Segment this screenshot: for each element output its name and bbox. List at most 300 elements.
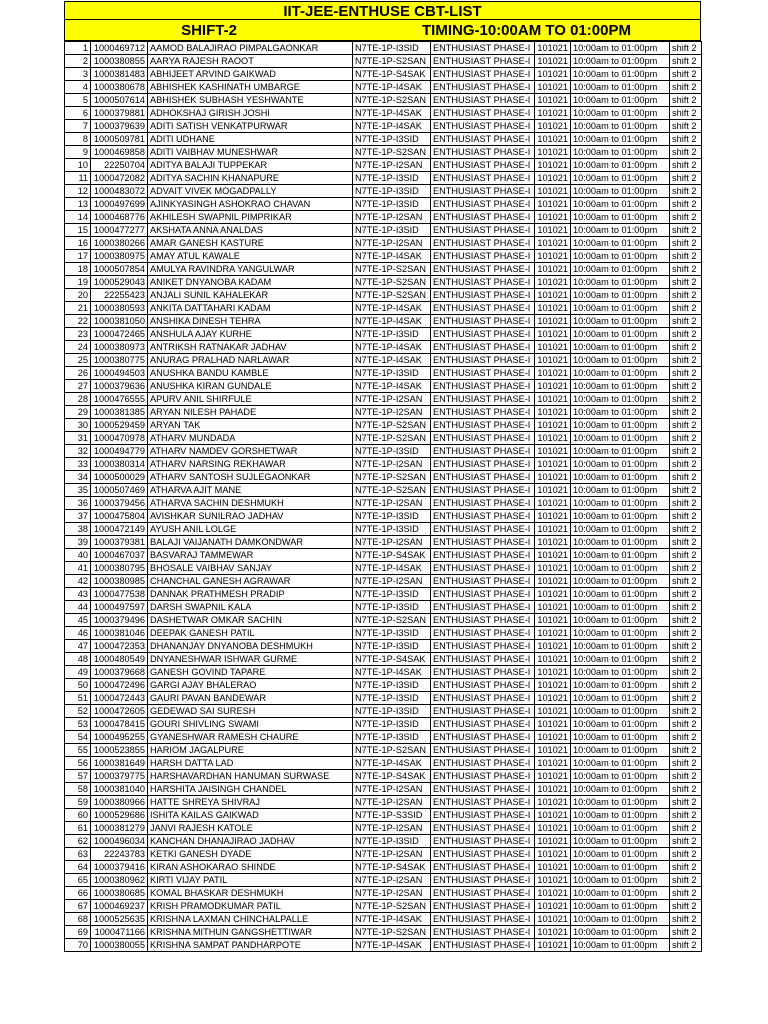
serial-number-cell: 40	[65, 549, 91, 562]
course-cell: ENTHUSIAST PHASE-I	[431, 289, 535, 302]
serial-number-cell: 69	[65, 926, 91, 939]
course-cell: ENTHUSIAST PHASE-I	[431, 237, 535, 250]
serial-number-cell: 62	[65, 835, 91, 848]
form-id-cell: 1000379456	[91, 497, 148, 510]
time-slot-cell: 10:00am to 01:00pm	[571, 55, 670, 68]
shift-cell: shift 2	[670, 406, 702, 419]
student-name-cell: HARSHITA JAISINGH CHANDEL	[148, 783, 353, 796]
serial-number-cell: 11	[65, 172, 91, 185]
shift-cell: shift 2	[670, 380, 702, 393]
form-id-cell: 1000381050	[91, 315, 148, 328]
batch-code-cell: N7TE-1P-S2SAN	[353, 146, 431, 159]
time-slot-cell: 10:00am to 01:00pm	[571, 835, 670, 848]
table-row	[65, 536, 702, 549]
shift-cell: shift 2	[670, 666, 702, 679]
center-code-cell: 101021	[535, 289, 571, 302]
form-id-cell: 1000529459	[91, 419, 148, 432]
shift-cell: shift 2	[670, 224, 702, 237]
course-cell: ENTHUSIAST PHASE-I	[431, 692, 535, 705]
shift-cell: shift 2	[670, 146, 702, 159]
batch-code-cell: N7TE-1P-I2SAN	[353, 211, 431, 224]
form-id-cell: 1000380314	[91, 458, 148, 471]
course-cell: ENTHUSIAST PHASE-I	[431, 536, 535, 549]
shift-cell: shift 2	[670, 302, 702, 315]
time-slot-cell: 10:00am to 01:00pm	[571, 614, 670, 627]
time-slot-cell: 10:00am to 01:00pm	[571, 146, 670, 159]
table-row	[65, 627, 702, 640]
shift-cell: shift 2	[670, 523, 702, 536]
center-code-cell: 101021	[535, 718, 571, 731]
shift-cell: shift 2	[670, 55, 702, 68]
form-id-cell: 1000379881	[91, 107, 148, 120]
table-row	[65, 81, 702, 94]
student-name-cell: ATHARVA SACHIN DESHMUKH	[148, 497, 353, 510]
serial-number-cell: 38	[65, 523, 91, 536]
form-id-cell: 1000472465	[91, 328, 148, 341]
table-row	[65, 744, 702, 757]
time-slot-cell: 10:00am to 01:00pm	[571, 328, 670, 341]
batch-code-cell: N7TE-1P-I3SID	[353, 42, 431, 55]
batch-code-cell: N7TE-1P-I3SID	[353, 601, 431, 614]
time-slot-cell: 10:00am to 01:00pm	[571, 588, 670, 601]
form-id-cell: 1000380678	[91, 81, 148, 94]
batch-code-cell: N7TE-1P-I4SAK	[353, 939, 431, 952]
time-slot-cell: 10:00am to 01:00pm	[571, 887, 670, 900]
time-slot-cell: 10:00am to 01:00pm	[571, 94, 670, 107]
form-id-cell: 1000497597	[91, 601, 148, 614]
center-code-cell: 101021	[535, 822, 571, 835]
student-name-cell: ADITI VAIBHAV MUNESHWAR	[148, 146, 353, 159]
form-id-cell: 1000380855	[91, 55, 148, 68]
serial-number-cell: 66	[65, 887, 91, 900]
serial-number-cell: 33	[65, 458, 91, 471]
center-code-cell: 101021	[535, 172, 571, 185]
time-slot-cell: 10:00am to 01:00pm	[571, 42, 670, 55]
student-name-cell: GAURI PAVAN BANDEWAR	[148, 692, 353, 705]
batch-code-cell: N7TE-1P-I2SAN	[353, 783, 431, 796]
course-cell: ENTHUSIAST PHASE-I	[431, 393, 535, 406]
table-row	[65, 640, 702, 653]
batch-code-cell: N7TE-1P-I3SID	[353, 172, 431, 185]
center-code-cell: 101021	[535, 263, 571, 276]
center-code-cell: 101021	[535, 692, 571, 705]
form-id-cell: 1000381279	[91, 822, 148, 835]
student-name-cell: ADITYA BALAJI TUPPEKAR	[148, 159, 353, 172]
center-code-cell: 101021	[535, 640, 571, 653]
shift-cell: shift 2	[670, 809, 702, 822]
table-row	[65, 237, 702, 250]
shift-cell: shift 2	[670, 601, 702, 614]
form-id-cell: 1000500029	[91, 471, 148, 484]
course-cell: ENTHUSIAST PHASE-I	[431, 744, 535, 757]
table-row	[65, 432, 702, 445]
batch-code-cell: N7TE-1P-I3SID	[353, 692, 431, 705]
course-cell: ENTHUSIAST PHASE-I	[431, 549, 535, 562]
center-code-cell: 101021	[535, 601, 571, 614]
student-name-cell: DASHETWAR OMKAR SACHIN	[148, 614, 353, 627]
table-row	[65, 107, 702, 120]
shift-cell: shift 2	[670, 835, 702, 848]
form-id-cell: 1000477538	[91, 588, 148, 601]
center-code-cell: 101021	[535, 549, 571, 562]
serial-number-cell: 30	[65, 419, 91, 432]
table-row	[65, 302, 702, 315]
student-name-cell: ANUSHKA BANDU KAMBLE	[148, 367, 353, 380]
center-code-cell: 101021	[535, 627, 571, 640]
shift-cell: shift 2	[670, 653, 702, 666]
student-name-cell: AMAY ATUL KAWALE	[148, 250, 353, 263]
form-id-cell: 1000470978	[91, 432, 148, 445]
table-row	[65, 484, 702, 497]
shift-cell: shift 2	[670, 614, 702, 627]
course-cell: ENTHUSIAST PHASE-I	[431, 757, 535, 770]
table-row	[65, 94, 702, 107]
table-row	[65, 848, 702, 861]
student-name-cell: AKHILESH SWAPNIL PIMPRIKAR	[148, 211, 353, 224]
course-cell: ENTHUSIAST PHASE-I	[431, 627, 535, 640]
center-code-cell: 101021	[535, 757, 571, 770]
center-code-cell: 101021	[535, 341, 571, 354]
serial-number-cell: 8	[65, 133, 91, 146]
batch-code-cell: N7TE-1P-I3SID	[353, 445, 431, 458]
course-cell: ENTHUSIAST PHASE-I	[431, 302, 535, 315]
student-name-cell: DANNAK PRATHMESH PRADIP	[148, 588, 353, 601]
shift-cell: shift 2	[670, 692, 702, 705]
batch-code-cell: N7TE-1P-S2SAN	[353, 276, 431, 289]
serial-number-cell: 12	[65, 185, 91, 198]
course-cell: ENTHUSIAST PHASE-I	[431, 55, 535, 68]
course-cell: ENTHUSIAST PHASE-I	[431, 133, 535, 146]
batch-code-cell: N7TE-1P-S2SAN	[353, 263, 431, 276]
shift-cell: shift 2	[670, 315, 702, 328]
center-code-cell: 101021	[535, 510, 571, 523]
batch-code-cell: N7TE-1P-I4SAK	[353, 341, 431, 354]
serial-number-cell: 46	[65, 627, 91, 640]
student-name-cell: KRISHNA LAXMAN CHINCHALPALLE	[148, 913, 353, 926]
serial-number-cell: 7	[65, 120, 91, 133]
time-slot-cell: 10:00am to 01:00pm	[571, 133, 670, 146]
course-cell: ENTHUSIAST PHASE-I	[431, 575, 535, 588]
student-name-cell: CHANCHAL GANESH AGRAWAR	[148, 575, 353, 588]
batch-code-cell: N7TE-1P-I2SAN	[353, 575, 431, 588]
shift-cell: shift 2	[670, 770, 702, 783]
time-slot-cell: 10:00am to 01:00pm	[571, 302, 670, 315]
student-name-cell: DNYANESHWAR ISHWAR GURME	[148, 653, 353, 666]
batch-code-cell: N7TE-1P-I3SID	[353, 627, 431, 640]
center-code-cell: 101021	[535, 523, 571, 536]
course-cell: ENTHUSIAST PHASE-I	[431, 497, 535, 510]
shift-cell: shift 2	[670, 562, 702, 575]
serial-number-cell: 29	[65, 406, 91, 419]
time-slot-cell: 10:00am to 01:00pm	[571, 848, 670, 861]
shift-cell: shift 2	[670, 484, 702, 497]
shift-cell: shift 2	[670, 354, 702, 367]
form-id-cell: 1000497699	[91, 198, 148, 211]
form-id-cell: 1000496034	[91, 835, 148, 848]
form-id-cell: 1000380962	[91, 874, 148, 887]
course-cell: ENTHUSIAST PHASE-I	[431, 809, 535, 822]
serial-number-cell: 68	[65, 913, 91, 926]
center-code-cell: 101021	[535, 302, 571, 315]
batch-code-cell: N7TE-1P-I2SAN	[353, 848, 431, 861]
student-table	[64, 41, 702, 952]
time-slot-cell: 10:00am to 01:00pm	[571, 939, 670, 952]
form-id-cell: 1000495255	[91, 731, 148, 744]
student-name-cell: DARSH SWAPNIL KALA	[148, 601, 353, 614]
table-row	[65, 705, 702, 718]
time-slot-cell: 10:00am to 01:00pm	[571, 874, 670, 887]
form-id-cell: 1000379636	[91, 380, 148, 393]
form-id-cell: 1000477277	[91, 224, 148, 237]
serial-number-cell: 53	[65, 718, 91, 731]
student-name-cell: KRISHNA SAMPAT PANDHARPOTE	[148, 939, 353, 952]
center-code-cell: 101021	[535, 198, 571, 211]
center-code-cell: 101021	[535, 211, 571, 224]
time-slot-cell: 10:00am to 01:00pm	[571, 809, 670, 822]
form-id-cell: 1000379668	[91, 666, 148, 679]
student-name-cell: ATHARV NARSING REKHAWAR	[148, 458, 353, 471]
batch-code-cell: N7TE-1P-S2SAN	[353, 94, 431, 107]
table-row	[65, 562, 702, 575]
form-id-cell: 1000475804	[91, 510, 148, 523]
course-cell: ENTHUSIAST PHASE-I	[431, 822, 535, 835]
shift-cell: shift 2	[670, 159, 702, 172]
batch-code-cell: N7TE-1P-I3SID	[353, 185, 431, 198]
table-row	[65, 835, 702, 848]
batch-code-cell: N7TE-1P-I3SID	[353, 198, 431, 211]
table-row	[65, 653, 702, 666]
serial-number-cell: 3	[65, 68, 91, 81]
student-name-cell: ADITI SATISH VENKATPURWAR	[148, 120, 353, 133]
serial-number-cell: 44	[65, 601, 91, 614]
serial-number-cell: 24	[65, 341, 91, 354]
batch-code-cell: N7TE-1P-S4SAK	[353, 653, 431, 666]
shift-cell: shift 2	[670, 796, 702, 809]
table-row	[65, 510, 702, 523]
form-id-cell: 1000381385	[91, 406, 148, 419]
time-slot-cell: 10:00am to 01:00pm	[571, 263, 670, 276]
table-row	[65, 68, 702, 81]
course-cell: ENTHUSIAST PHASE-I	[431, 601, 535, 614]
batch-code-cell: N7TE-1P-S2SAN	[353, 432, 431, 445]
student-name-cell: GOURI SHIVLING SWAMI	[148, 718, 353, 731]
serial-number-cell: 34	[65, 471, 91, 484]
table-row	[65, 796, 702, 809]
center-code-cell: 101021	[535, 913, 571, 926]
time-slot-cell: 10:00am to 01:00pm	[571, 432, 670, 445]
center-code-cell: 101021	[535, 874, 571, 887]
shift-cell: shift 2	[670, 289, 702, 302]
form-id-cell: 1000380055	[91, 939, 148, 952]
time-slot-cell: 10:00am to 01:00pm	[571, 900, 670, 913]
shift-cell: shift 2	[670, 458, 702, 471]
form-id-cell: 1000381649	[91, 757, 148, 770]
shift-cell: shift 2	[670, 471, 702, 484]
form-id-cell: 1000380985	[91, 575, 148, 588]
shift-cell: shift 2	[670, 679, 702, 692]
course-cell: ENTHUSIAST PHASE-I	[431, 666, 535, 679]
table-row	[65, 757, 702, 770]
serial-number-cell: 70	[65, 939, 91, 952]
table-row	[65, 211, 702, 224]
table-row	[65, 575, 702, 588]
time-slot-cell: 10:00am to 01:00pm	[571, 276, 670, 289]
time-slot-cell: 10:00am to 01:00pm	[571, 393, 670, 406]
center-code-cell: 101021	[535, 68, 571, 81]
table-row	[65, 133, 702, 146]
serial-number-cell: 52	[65, 705, 91, 718]
shift-cell: shift 2	[670, 757, 702, 770]
time-slot-cell: 10:00am to 01:00pm	[571, 770, 670, 783]
batch-code-cell: N7TE-1P-S2SAN	[353, 900, 431, 913]
student-name-cell: BHOSALE VAIBHAV SANJAY	[148, 562, 353, 575]
serial-number-cell: 28	[65, 393, 91, 406]
serial-number-cell: 57	[65, 770, 91, 783]
center-code-cell: 101021	[535, 224, 571, 237]
form-id-cell: 1000469712	[91, 42, 148, 55]
form-id-cell: 22255423	[91, 289, 148, 302]
serial-number-cell: 9	[65, 146, 91, 159]
batch-code-cell: N7TE-1P-I4SAK	[353, 757, 431, 770]
shift-cell: shift 2	[670, 744, 702, 757]
form-id-cell: 1000381040	[91, 783, 148, 796]
batch-code-cell: N7TE-1P-I2SAN	[353, 458, 431, 471]
serial-number-cell: 56	[65, 757, 91, 770]
center-code-cell: 101021	[535, 484, 571, 497]
course-cell: ENTHUSIAST PHASE-I	[431, 770, 535, 783]
course-cell: ENTHUSIAST PHASE-I	[431, 679, 535, 692]
shift-cell: shift 2	[670, 627, 702, 640]
form-id-cell: 1000472496	[91, 679, 148, 692]
serial-number-cell: 5	[65, 94, 91, 107]
batch-code-cell: N7TE-1P-I2SAN	[353, 536, 431, 549]
student-name-cell: ANSHULA AJAY KURHE	[148, 328, 353, 341]
serial-number-cell: 13	[65, 198, 91, 211]
student-name-cell: HATTE SHREYA SHIVRAJ	[148, 796, 353, 809]
table-row	[65, 159, 702, 172]
time-slot-cell: 10:00am to 01:00pm	[571, 549, 670, 562]
course-cell: ENTHUSIAST PHASE-I	[431, 120, 535, 133]
batch-code-cell: N7TE-1P-I3SID	[353, 328, 431, 341]
batch-code-cell: N7TE-1P-S2SAN	[353, 926, 431, 939]
batch-code-cell: N7TE-1P-I2SAN	[353, 887, 431, 900]
batch-code-cell: N7TE-1P-I2SAN	[353, 796, 431, 809]
batch-code-cell: N7TE-1P-I3SID	[353, 679, 431, 692]
shift-cell: shift 2	[670, 367, 702, 380]
shift-cell: shift 2	[670, 510, 702, 523]
student-name-cell: DEEPAK GANESH PATIL	[148, 627, 353, 640]
serial-number-cell: 54	[65, 731, 91, 744]
shift-timing-header	[64, 20, 701, 41]
time-slot-cell: 10:00am to 01:00pm	[571, 575, 670, 588]
serial-number-cell: 20	[65, 289, 91, 302]
student-name-cell: GANESH GOVIND TAPARE	[148, 666, 353, 679]
time-slot-cell: 10:00am to 01:00pm	[571, 81, 670, 94]
serial-number-cell: 51	[65, 692, 91, 705]
time-slot-cell: 10:00am to 01:00pm	[571, 640, 670, 653]
center-code-cell: 101021	[535, 55, 571, 68]
course-cell: ENTHUSIAST PHASE-I	[431, 874, 535, 887]
batch-code-cell: N7TE-1P-S2SAN	[353, 614, 431, 627]
batch-code-cell: N7TE-1P-I3SID	[353, 718, 431, 731]
shift-cell: shift 2	[670, 497, 702, 510]
table-row	[65, 120, 702, 133]
student-name-cell: ANSHIKA DINESH TEHRA	[148, 315, 353, 328]
center-code-cell: 101021	[535, 848, 571, 861]
center-code-cell: 101021	[535, 328, 571, 341]
student-name-cell: ANJALI SUNIL KAHALEKAR	[148, 289, 353, 302]
table-row	[65, 380, 702, 393]
time-slot-cell: 10:00am to 01:00pm	[571, 484, 670, 497]
batch-code-cell: N7TE-1P-S2SAN	[353, 484, 431, 497]
form-id-cell: 1000478415	[91, 718, 148, 731]
batch-code-cell: N7TE-1P-S4SAK	[353, 68, 431, 81]
student-name-cell: ADITYA SACHIN KHANAPURE	[148, 172, 353, 185]
batch-code-cell: N7TE-1P-I3SID	[353, 588, 431, 601]
shift-cell: shift 2	[670, 588, 702, 601]
shift-cell: shift 2	[670, 81, 702, 94]
form-id-cell: 1000380795	[91, 562, 148, 575]
student-name-cell: GARGI AJAY BHALERAO	[148, 679, 353, 692]
course-cell: ENTHUSIAST PHASE-I	[431, 354, 535, 367]
form-id-cell: 1000380685	[91, 887, 148, 900]
time-slot-cell: 10:00am to 01:00pm	[571, 731, 670, 744]
course-cell: ENTHUSIAST PHASE-I	[431, 419, 535, 432]
student-name-cell: ARYAN NILESH PAHADE	[148, 406, 353, 419]
time-slot-cell: 10:00am to 01:00pm	[571, 718, 670, 731]
cbt-list-sheet	[64, 1, 701, 952]
course-cell: ENTHUSIAST PHASE-I	[431, 380, 535, 393]
batch-code-cell: N7TE-1P-I2SAN	[353, 497, 431, 510]
serial-number-cell: 35	[65, 484, 91, 497]
center-code-cell: 101021	[535, 536, 571, 549]
course-cell: ENTHUSIAST PHASE-I	[431, 263, 535, 276]
serial-number-cell: 16	[65, 237, 91, 250]
form-id-cell: 1000380973	[91, 341, 148, 354]
table-row	[65, 263, 702, 276]
time-slot-cell: 10:00am to 01:00pm	[571, 120, 670, 133]
time-slot-cell: 10:00am to 01:00pm	[571, 757, 670, 770]
table-row	[65, 692, 702, 705]
table-row	[65, 770, 702, 783]
student-name-cell: AAMOD BALAJIRAO PIMPALGAONKAR	[148, 42, 353, 55]
student-name-cell: BASVARAJ TAMMEWAR	[148, 549, 353, 562]
time-slot-cell: 10:00am to 01:00pm	[571, 497, 670, 510]
center-code-cell: 101021	[535, 419, 571, 432]
batch-code-cell: N7TE-1P-S2SAN	[353, 471, 431, 484]
batch-code-cell: N7TE-1P-I2SAN	[353, 237, 431, 250]
table-row	[65, 718, 702, 731]
student-name-cell: ATHARV NAMDEV GORSHETWAR	[148, 445, 353, 458]
serial-number-cell: 63	[65, 848, 91, 861]
student-name-cell: ANURAG PRALHAD NARLAWAR	[148, 354, 353, 367]
course-cell: ENTHUSIAST PHASE-I	[431, 887, 535, 900]
student-name-cell: ADITI UDHANE	[148, 133, 353, 146]
shift-cell: shift 2	[670, 783, 702, 796]
course-cell: ENTHUSIAST PHASE-I	[431, 198, 535, 211]
table-row	[65, 198, 702, 211]
shift-cell: shift 2	[670, 939, 702, 952]
center-code-cell: 101021	[535, 393, 571, 406]
student-name-cell: AVISHKAR SUNILRAO JADHAV	[148, 510, 353, 523]
form-id-cell: 1000507469	[91, 484, 148, 497]
center-code-cell: 101021	[535, 614, 571, 627]
student-name-cell: KOMAL BHASKAR DESHMUKH	[148, 887, 353, 900]
center-code-cell: 101021	[535, 81, 571, 94]
serial-number-cell: 23	[65, 328, 91, 341]
center-code-cell: 101021	[535, 783, 571, 796]
course-cell: ENTHUSIAST PHASE-I	[431, 146, 535, 159]
